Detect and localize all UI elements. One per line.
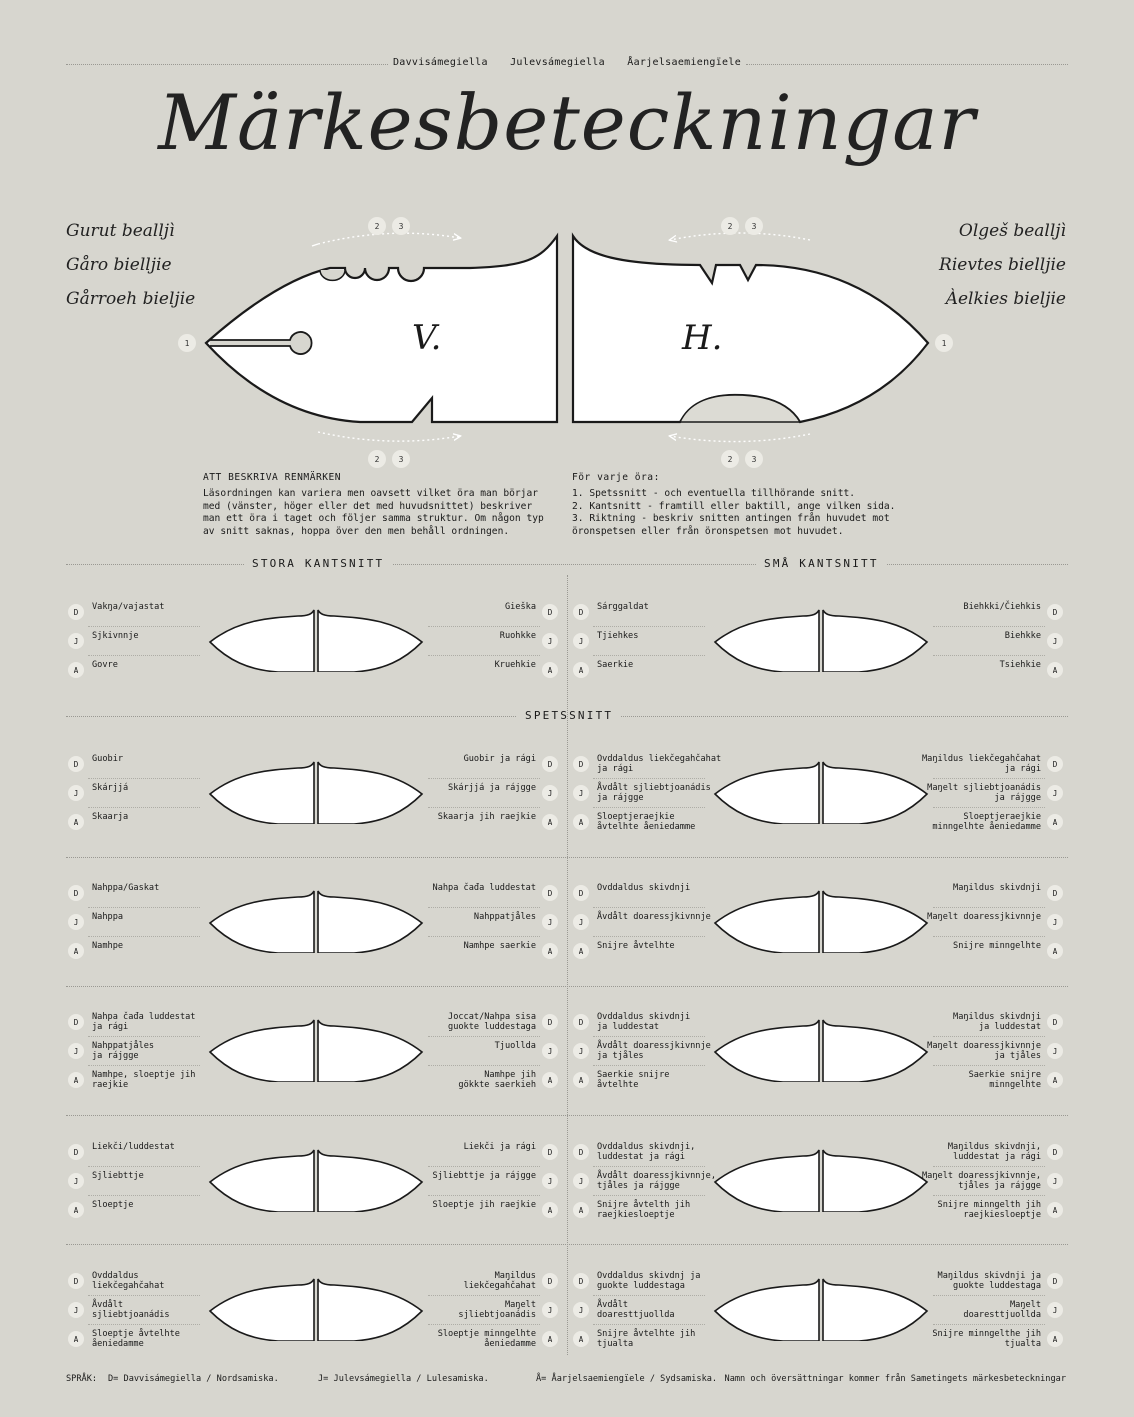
left-name-a: Gårroeh bieljie: [66, 289, 196, 309]
badge-top-left-2: 2: [368, 217, 386, 235]
row-separator: [88, 1065, 200, 1066]
row-separator: [933, 778, 1045, 779]
snitt-name-right: Maŋildus liekčegahčahat: [463, 1271, 536, 1291]
lang-badge: D: [573, 604, 589, 620]
lang-badge: D: [573, 1014, 589, 1030]
lang-badge: J: [1047, 1173, 1063, 1189]
lang-badge: A: [542, 1072, 558, 1088]
group-rule-2: [66, 986, 1068, 987]
lang-badge: J: [1047, 633, 1063, 649]
mini-right-ear: [318, 891, 422, 953]
snitt-name-left: Liekči/luddestat: [92, 1142, 175, 1152]
snitt-name-left: Åvdålt doaressjkivnnje: [597, 912, 711, 922]
snitt-name-left: Govre: [92, 660, 118, 670]
lang-badge: J: [68, 1302, 84, 1318]
row-separator: [88, 655, 200, 656]
ear-mark-illustration: [713, 760, 929, 824]
lang-badge: J: [68, 1043, 84, 1059]
ear-mark-illustration: [713, 608, 929, 672]
snitt-name-left: Guobir: [92, 754, 124, 764]
snitt-name-right: Ruohkke: [499, 631, 536, 641]
row-separator: [88, 1036, 200, 1037]
ear-mark-illustration: [713, 1018, 929, 1082]
lang-badge: D: [1047, 1144, 1063, 1160]
mini-right-ear: [823, 610, 927, 672]
row-separator: [933, 1324, 1045, 1325]
lang-badge: D: [1047, 1273, 1063, 1289]
lang-badge: D: [542, 604, 558, 620]
footer-j: J= Julevsámegiella / Lulesamiska.: [318, 1374, 489, 1384]
snitt-name-left: Ovddaldus liekčegahčahat: [92, 1271, 165, 1291]
description-heading: ATT BESKRIVA RENMÄRKEN: [203, 472, 342, 483]
right-name-d: Olgeš bealljì: [958, 221, 1066, 241]
row-separator: [428, 1166, 540, 1167]
row-separator: [428, 807, 540, 808]
badge-bottom-right-3: 3: [745, 450, 763, 468]
group-rule-3: [66, 1115, 1068, 1116]
snitt-name-right: Nahpa čađa luddestat: [432, 883, 536, 893]
mini-right-ear: [318, 1150, 422, 1212]
row-separator: [593, 1195, 705, 1196]
snitt-name-left: Nahppa/Gaskat: [92, 883, 160, 893]
step-3: 3. Riktning - beskriv snitten antingen från huvudet mot öronspetsen eller från öronspetsen mot huvudet.: [572, 513, 890, 537]
row-separator: [88, 1166, 200, 1167]
center-divider: [567, 575, 568, 1355]
lang-badge: A: [573, 662, 589, 678]
lang-badge: D: [1047, 1014, 1063, 1030]
snitt-name-left: Skaarja: [92, 812, 129, 822]
mini-right-ear: [823, 1279, 927, 1341]
left-ear-shape: [206, 236, 557, 422]
snitt-name-left: Åvdålt sjliebtjoanádis: [92, 1300, 170, 1320]
row-separator: [593, 778, 705, 779]
lang-badge: J: [542, 633, 558, 649]
lang-badge: D: [68, 756, 84, 772]
mini-left-ear: [715, 762, 819, 824]
row-separator: [88, 1195, 200, 1196]
snitt-name-right: Nahppatjåles: [473, 912, 536, 922]
row-separator: [593, 1295, 705, 1296]
lang-badge: A: [542, 1331, 558, 1347]
snitt-name-left: Nahppatjåles ja rájgge: [92, 1041, 155, 1061]
snitt-name-left: Namhpe: [92, 941, 124, 951]
lang-badge: D: [573, 885, 589, 901]
row-separator: [428, 1295, 540, 1296]
section-spetssnitt: SPETSSNITT: [517, 709, 621, 722]
ear-mark-illustration: [208, 1148, 424, 1212]
left-name-d: Gurut bealljì: [66, 221, 175, 241]
row-separator: [428, 1324, 540, 1325]
snitt-name-right: Maŋelt doaresttjuollda: [963, 1300, 1041, 1320]
badge-bottom-left-2: 2: [368, 450, 386, 468]
row-separator: [593, 1036, 705, 1037]
row-separator: [933, 807, 1045, 808]
snitt-name-right: Liekči ja rági: [463, 1142, 536, 1152]
row-separator: [593, 1324, 705, 1325]
right-name-j: Rievtes bielljie: [939, 255, 1066, 275]
lang-badge: J: [1047, 785, 1063, 801]
snitt-name-left: Skárjjá: [92, 783, 129, 793]
snitt-name-right: Maŋelt sjliebtjoanádis ja rájgge: [927, 783, 1041, 803]
lang-badge: D: [68, 1144, 84, 1160]
snitt-name-left: Åvdålt doaressjkivnnje, tjåles ja rájgge: [597, 1171, 716, 1191]
row-separator: [88, 1295, 200, 1296]
snitt-name-right: Kruehkie: [494, 660, 536, 670]
ear-mark-illustration: [208, 1018, 424, 1082]
snitt-name-right: Maŋildus skivdnji, luddestat ja rági: [947, 1142, 1041, 1162]
lang-badge: J: [542, 785, 558, 801]
mini-right-ear: [823, 762, 927, 824]
row-separator: [933, 1166, 1045, 1167]
snitt-name-left: Vakŋa/vajastat: [92, 602, 165, 612]
section-stora-kantsnitt: STORA KANTSNITT: [244, 557, 392, 570]
row-separator: [933, 1195, 1045, 1196]
lang-badge: A: [573, 1072, 589, 1088]
lang-badge: A: [573, 1331, 589, 1347]
row-separator: [933, 655, 1045, 656]
lang-badge: A: [68, 1072, 84, 1088]
mini-left-ear: [210, 891, 314, 953]
lang-badge: D: [573, 756, 589, 772]
row-separator: [933, 1065, 1045, 1066]
snitt-name-left: Nahppa: [92, 912, 124, 922]
lang-badge: J: [542, 914, 558, 930]
snitt-name-right: Snijre minngelthe jih tjualta: [932, 1329, 1041, 1349]
snitt-name-right: Maŋildus skivdnji: [953, 883, 1041, 893]
row-separator: [88, 778, 200, 779]
snitt-name-right: Biehkki/Čiehkis: [963, 602, 1041, 612]
lang-badge: J: [68, 785, 84, 801]
lang-badge: A: [573, 943, 589, 959]
footer-a: Å= Åarjelsaemiengïele / Sydsamiska.: [536, 1374, 718, 1384]
snitt-name-right: Gieška: [504, 602, 536, 612]
lang-badge: D: [68, 604, 84, 620]
snitt-name-left: Sjliebttje: [92, 1171, 144, 1181]
lang-badge: A: [68, 1331, 84, 1347]
row-separator: [593, 1166, 705, 1167]
snitt-name-left: Ovddaldus skivdnj ja guokte luddestaga: [597, 1271, 701, 1291]
badge-tip-right: 1: [935, 334, 953, 352]
snitt-name-right: Maŋildus liekčegahčahat ja rági: [922, 754, 1041, 774]
lang-badge: J: [573, 1173, 589, 1189]
snitt-name-left: Saerkie: [597, 660, 634, 670]
lang-badge: A: [542, 814, 558, 830]
snitt-name-left: Ovddaldus skivdnji, luddestat ja rági: [597, 1142, 696, 1162]
badge-top-right-3: 3: [745, 217, 763, 235]
snitt-name-right: Snijre minngelhte: [953, 941, 1041, 951]
snitt-name-left: Åvdålt doaresttjuollda: [597, 1300, 675, 1320]
lang-badge: D: [542, 756, 558, 772]
mini-left-ear: [210, 1279, 314, 1341]
right-ear-shape: [573, 236, 928, 422]
mini-right-ear: [318, 1020, 422, 1082]
row-separator: [428, 1195, 540, 1196]
lang-badge: J: [542, 1043, 558, 1059]
ear-diagram: [0, 0, 1134, 480]
row-separator: [428, 936, 540, 937]
ear-mark-illustration: [208, 608, 424, 672]
lang-badge: D: [1047, 756, 1063, 772]
lang-badge: A: [1047, 1331, 1063, 1347]
group-rule-4: [66, 1244, 1068, 1245]
badge-top-right-2: 2: [721, 217, 739, 235]
snitt-name-right: Maŋelt sjliebtjoanádis: [458, 1300, 536, 1320]
mini-left-ear: [210, 762, 314, 824]
right-ear-letter: H.: [682, 318, 723, 358]
row-separator: [428, 655, 540, 656]
snitt-name-right: Sloeptjeraejkie minngelhte åeniedamme: [932, 812, 1041, 832]
lang-badge: A: [542, 662, 558, 678]
lang-julev: Julevsámegiella: [510, 57, 605, 68]
lang-aarjel: Åarjelsaemiengïele: [627, 57, 742, 68]
snitt-name-right: Joccat/Nahpa sisa guokte luddestaga: [448, 1012, 536, 1032]
snitt-name-left: Namhpe, sloeptje jih raejkie: [92, 1070, 196, 1090]
snitt-name-right: Biehkke: [1004, 631, 1041, 641]
description-right: [572, 472, 917, 538]
mini-left-ear: [715, 610, 819, 672]
left-name-j: Gåro bielljie: [66, 255, 172, 275]
right-name-a: Àelkies bieljie: [945, 289, 1066, 309]
snitt-name-right: Tsiehkie: [999, 660, 1041, 670]
snitt-name-left: Saerkie snijre åvtelhte: [597, 1070, 670, 1090]
lang-badge: D: [68, 1014, 84, 1030]
lang-badge: D: [1047, 885, 1063, 901]
snitt-name-left: Tjiehkes: [597, 631, 639, 641]
group-rule-1: [66, 857, 1068, 858]
row-separator: [593, 936, 705, 937]
section-sma-kantsnitt: SMÅ KANTSNITT: [756, 557, 887, 570]
snitt-name-right: Sloeptje minngelhte åeniedamme: [437, 1329, 536, 1349]
snitt-name-left: Sjkivnnje: [92, 631, 139, 641]
mini-left-ear: [715, 1279, 819, 1341]
lang-badge: A: [542, 1202, 558, 1218]
snitt-name-right: Sloeptje jih raejkie: [432, 1200, 536, 1210]
row-separator: [933, 1295, 1045, 1296]
snitt-name-left: Snijre åvtelth jih raejkiesloeptje: [597, 1200, 691, 1220]
row-separator: [88, 907, 200, 908]
snitt-name-left: Sloeptje: [92, 1200, 134, 1210]
mini-left-ear: [715, 891, 819, 953]
lang-davvi: Davvisámegiella: [392, 57, 488, 68]
per-ear-steps: [572, 488, 917, 538]
lang-badge: J: [573, 1043, 589, 1059]
badge-bottom-right-2: 2: [721, 450, 739, 468]
lang-badge: A: [1047, 943, 1063, 959]
snitt-name-left: Sárggaldat: [597, 602, 649, 612]
row-separator: [88, 626, 200, 627]
lang-badge: D: [542, 1144, 558, 1160]
badge-top-left-3: 3: [392, 217, 410, 235]
lang-badge: A: [1047, 1072, 1063, 1088]
mini-left-ear: [715, 1150, 819, 1212]
mini-right-ear: [823, 891, 927, 953]
row-separator: [428, 778, 540, 779]
lang-badge: J: [68, 633, 84, 649]
snitt-name-left: Åvdålt doaressjkivnnje ja tjåles: [597, 1041, 711, 1061]
lang-badge: J: [1047, 914, 1063, 930]
lang-badge: A: [68, 943, 84, 959]
mini-right-ear: [318, 762, 422, 824]
row-separator: [933, 907, 1045, 908]
mini-right-ear: [318, 610, 422, 672]
lang-badge: D: [68, 1273, 84, 1289]
snitt-name-right: Sjliebttje ja rájgge: [432, 1171, 536, 1181]
mini-left-ear: [210, 610, 314, 672]
row-separator: [593, 1065, 705, 1066]
snitt-name-left: Ovddaldus skivdnji ja luddestat: [597, 1012, 691, 1032]
mini-right-ear: [318, 1279, 422, 1341]
lang-badge: A: [1047, 814, 1063, 830]
snitt-name-left: Nahpa čađa luddestat ja rági: [92, 1012, 196, 1032]
snitt-name-right: Namhpe saerkie: [463, 941, 536, 951]
row-separator: [593, 626, 705, 627]
lang-badge: J: [1047, 1043, 1063, 1059]
row-separator: [933, 626, 1045, 627]
row-separator: [428, 626, 540, 627]
lang-badge: J: [573, 785, 589, 801]
mini-right-ear: [823, 1020, 927, 1082]
lang-badge: A: [1047, 1202, 1063, 1218]
row-separator: [593, 807, 705, 808]
lang-badge: D: [542, 1014, 558, 1030]
snitt-name-right: Tjuollda: [494, 1041, 536, 1051]
row-separator: [88, 807, 200, 808]
lang-badge: D: [573, 1144, 589, 1160]
per-ear-heading: För varje öra:: [572, 472, 660, 483]
mini-left-ear: [210, 1020, 314, 1082]
lang-badge: A: [573, 814, 589, 830]
footer-source: Namn och översättningar kommer från Sametingets märkesbeteckningar: [724, 1374, 1066, 1384]
lang-badge: D: [68, 885, 84, 901]
lang-badge: J: [1047, 1302, 1063, 1318]
lang-badge: J: [573, 1302, 589, 1318]
badge-bottom-left-3: 3: [392, 450, 410, 468]
lang-badge: A: [573, 1202, 589, 1218]
lang-badge: A: [68, 662, 84, 678]
snitt-name-right: Skárjjá ja rájgge: [448, 783, 536, 793]
ear-mark-illustration: [208, 1277, 424, 1341]
snitt-name-left: Ovddaldus liekčegahčahat ja rági: [597, 754, 722, 774]
snitt-name-left: Sloeptjeraejkie åvtelhte åeniedamme: [597, 812, 696, 832]
mini-left-ear: [715, 1020, 819, 1082]
snitt-name-right: Snijre minngelth jih raejkiesloeptje: [937, 1200, 1041, 1220]
badge-tip-left: 1: [178, 334, 196, 352]
lang-badge: D: [542, 885, 558, 901]
ear-mark-illustration: [713, 889, 929, 953]
row-separator: [593, 655, 705, 656]
row-separator: [593, 907, 705, 908]
snitt-name-left: Sloeptje åvtelhte åeniedamme: [92, 1329, 180, 1349]
row-separator: [428, 907, 540, 908]
lang-badge: J: [542, 1302, 558, 1318]
snitt-name-right: Skaarja jih raejkie: [437, 812, 536, 822]
ear-mark-illustration: [208, 889, 424, 953]
step-1: 1. Spetssnitt - och eventuella tillhörande snitt.: [572, 488, 856, 500]
snitt-name-left: Åvdålt sjliebtjoanádis ja rájgge: [597, 783, 711, 803]
lang-badge: J: [68, 914, 84, 930]
snitt-name-right: Maŋildus skivdnji ja luddestat: [953, 1012, 1041, 1032]
mini-right-ear: [823, 1150, 927, 1212]
ear-mark-illustration: [713, 1277, 929, 1341]
lang-badge: A: [1047, 662, 1063, 678]
left-ear-letter: V.: [412, 318, 442, 358]
lang-badge: J: [573, 914, 589, 930]
row-separator: [88, 1324, 200, 1325]
lang-badge: A: [542, 943, 558, 959]
lang-badge: A: [68, 814, 84, 830]
footer-lang-label: SPRÅK:: [66, 1374, 98, 1384]
rule-kantsnitt: [66, 564, 1068, 565]
lang-badge: J: [573, 633, 589, 649]
snitt-name-right: Maŋelt doaressjkivnnje ja tjåles: [927, 1041, 1041, 1061]
ear-mark-illustration: [713, 1148, 929, 1212]
snitt-name-right: Maŋelt doaressjkivnnje, tjåles ja rájgge: [922, 1171, 1041, 1191]
snitt-name-right: Maŋelt doaressjkivnnje: [927, 912, 1041, 922]
snitt-name-right: Guobir ja rági: [463, 754, 536, 764]
snitt-name-right: Maŋildus skivdnji ja guokte luddestaga: [937, 1271, 1041, 1291]
row-separator: [88, 936, 200, 937]
lang-badge: J: [68, 1173, 84, 1189]
snitt-name-left: Ovddaldus skivdnji: [597, 883, 691, 893]
lang-badge: J: [542, 1173, 558, 1189]
row-separator: [933, 936, 1045, 937]
step-2: 2. Kantsnitt - framtill eller baktill, ange vilken sida.: [572, 500, 896, 512]
snitt-name-right: Saerkie snijre minngelhte: [968, 1070, 1041, 1090]
page-title: Märkesbeteckningar: [158, 78, 976, 167]
description-text: Läsordningen kan variera men oavsett vilket öra man börjar med (vänster, höger eller det med huvudsnittet) beskriver man ett öra i taget och följer samma struktur. Om någon typ av snitt saknas, hoppa över den men behåll ordningen.: [203, 488, 544, 537]
snitt-name-left: Snijre åvtelhte jih tjualta: [597, 1329, 696, 1349]
ear-mark-illustration: [208, 760, 424, 824]
lang-badge: A: [68, 1202, 84, 1218]
description-left: [203, 472, 553, 538]
mini-left-ear: [210, 1150, 314, 1212]
snitt-name-right: Namhpe jih gökkte saerkieh: [458, 1070, 536, 1090]
footer-d: D= Davvisámegiella / Nordsamiska.: [108, 1374, 279, 1384]
row-separator: [428, 1036, 540, 1037]
lang-badge: D: [1047, 604, 1063, 620]
lang-badge: D: [573, 1273, 589, 1289]
snitt-name-left: Snijre åvtelhte: [597, 941, 675, 951]
row-separator: [933, 1036, 1045, 1037]
lang-badge: D: [542, 1273, 558, 1289]
row-separator: [428, 1065, 540, 1066]
